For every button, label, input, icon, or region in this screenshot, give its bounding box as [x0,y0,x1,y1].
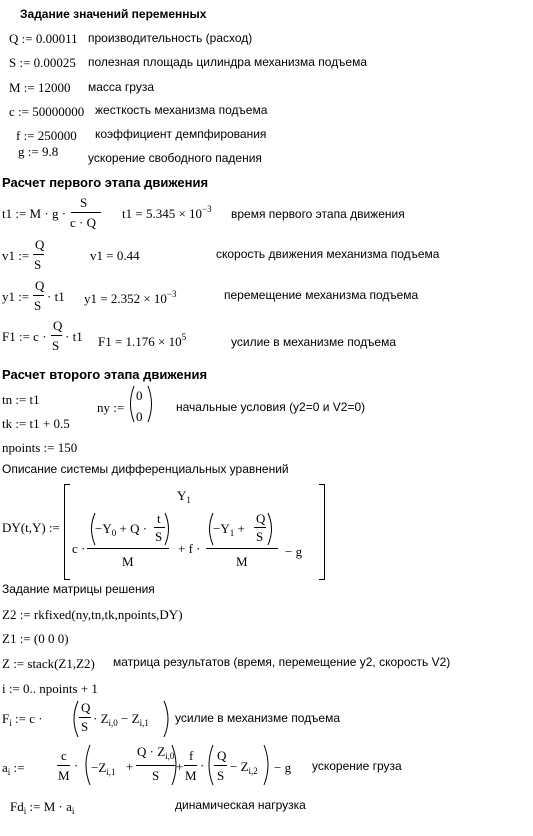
dy-frac1-rparen-svg [164,512,172,546]
ai-cM-bar [57,765,70,766]
ai-dot1: · [74,758,79,773]
ai-lparen1 [82,744,91,790]
ai-QS-bar [214,765,227,766]
dy-frac2-Q-bar [254,527,266,528]
dy-lhs[interactable]: DY(t,Y) := [2,520,60,535]
y1-tail: · t1 [47,289,65,304]
z1-assign[interactable]: Z1 := (0 0 0) [2,631,69,646]
npoints-assign[interactable]: npoints := 150 [2,440,78,455]
dy-frac2-rparen-svg [267,512,275,546]
v1-num: Q [35,237,45,252]
ai-desc: ускорение груза [312,759,402,773]
t1-fraction-bar [71,212,101,213]
z2-assign[interactable]: Z2 := rkfixed(ny,tn,tk,npoints,DY) [2,607,183,622]
F1-lhs[interactable]: F1 := c · [2,329,47,344]
v1-den: S [34,257,42,272]
ny-lhs[interactable]: ny := [97,400,125,415]
dy-frac2-Q: Q [256,511,266,526]
Fi-z-terms: · $Z_{i,0} - Z_{i,1}$ [93,711,149,728]
Fi-lhs[interactable]: $F_i$ := c · [2,711,43,728]
dy-frac1-bar [87,548,169,549]
ai-rparen2 [263,744,272,790]
dy-frac2-num-a: $-Y_1$ + [213,521,245,538]
F1-result: $F1 = 1.176 \times 10^5$ [98,332,187,349]
y1-fraction-bar [33,295,44,296]
ai-S: S [217,768,225,783]
dy-frac2-rparen [267,512,275,550]
diffeq-desc: Описание системы дифференциальных уравнений [2,462,289,476]
section-title-vars: Задание значений переменных [20,7,207,21]
ai-minusZ: − $Z_{i,2}$ [230,759,258,776]
var-Q[interactable]: Q := 0.00011 [9,31,78,46]
var-c-desc: жесткость механизма подъема [95,103,268,117]
Fd-assign[interactable]: $Fd_i$ := $M \cdot a_i$ [10,799,75,816]
var-M-desc: масса груза [88,80,155,94]
t1-desc: время первого этапа движения [231,207,405,221]
dy-bracket-right [319,484,325,580]
var-S-desc: полезная площадь цилиндра механизма подъема [88,55,368,69]
Fi-desc: усилие в механизме подъема [175,711,341,725]
ai-qz-bar [136,765,176,766]
var-Q-desc: производительность (расход) [88,31,253,45]
ai-lparen1-svg [82,744,91,786]
ai-lparen2 [205,744,214,790]
dy-frac1-t: t [157,511,161,526]
ai-c: c [61,748,67,763]
y1-num: Q [35,278,45,293]
matrix-desc: Задание матрицы решения [2,582,155,596]
v1-fraction-bar [33,254,44,255]
ai-M2: M [185,768,197,783]
v1-desc: скорость движения механизма подъема [216,247,440,261]
ai-f: f [189,748,194,763]
t1-result: $t1 = 5.345 \times 10^{-3}$ [122,204,212,221]
z-desc: матрица результатов (время, перемещение y2, скорость V2) [113,655,451,669]
var-f-desc: коэффициент демпфирования [95,127,267,141]
Fi-num: Q [81,700,91,715]
dy-top: $Y_1$ [177,488,191,505]
ai-qz-num: $Q \cdot Z_{i,0}$ [137,744,175,761]
ai-qz-den: S [152,768,160,783]
ai-Q: Q [217,748,227,763]
dy-minus-g: − g [285,544,303,559]
ai-lhs[interactable]: $a_i$ := [2,760,25,777]
range-assign[interactable]: i := 0.. npoints + 1 [2,681,98,696]
Fi-rparen [163,700,172,742]
dy-frac1-S: S [155,529,163,544]
F1-desc: усилие в механизме подъема [231,335,397,349]
dy-plus-f: + f · [178,541,201,556]
section-title-stage1: Расчет первого этапа движения [2,175,209,190]
Fi-lparen-svg [70,700,79,738]
ai-minus-g: − g [274,760,292,775]
Fi-frac-bar [79,717,91,718]
var-g-desc: ускорение свободного падения [88,151,262,165]
var-M[interactable]: M := 12000 [9,80,71,95]
ai-plus2: + [176,759,184,774]
var-f[interactable]: f := 250000 [16,128,77,143]
Fi-rparen-svg [163,700,172,738]
ai-fM-bar [184,765,197,766]
v1-result: v1 = 0.44 [90,248,140,263]
dy-frac2-den: M [236,554,248,569]
F1-fraction-bar [51,335,62,336]
var-c[interactable]: c := 50000000 [9,104,85,119]
F1-tail: · t1 [65,329,83,344]
t1-den: c · Q [70,215,96,230]
ai-M: M [58,768,70,783]
v1-lhs[interactable]: v1 := [2,248,30,263]
ai-dot2: · [200,758,205,773]
section-title-stage2: Расчет второго этапа движения [2,367,208,382]
tn-assign[interactable]: tn := t1 [2,392,40,407]
Fi-den: S [81,719,89,734]
t1-lhs[interactable]: t1 := M · g · [2,206,67,221]
ai-lparen2-svg [205,744,214,786]
ny-val-0: 0 [136,388,143,403]
dy-frac2-S: S [256,529,264,544]
y1-result: $y1 = 2.352 \times 10^{-3}$ [84,289,177,306]
tk-assign[interactable]: tk := t1 + 0.5 [2,416,70,431]
ai-negZ: $-Z_{i,1}$ [91,760,116,777]
dy-frac1-rparen [164,512,172,550]
y1-den: S [34,298,42,313]
Fi-lparen [70,700,79,742]
z-assign[interactable]: Z := stack(Z1,Z2) [2,656,95,671]
dy-frac1-num-a: $-Y_0 + Q$ · [95,521,148,538]
var-S[interactable]: S := 0.00025 [9,55,76,70]
dy-bracket-left [64,484,70,580]
Fd-desc: динамическая нагрузка [175,798,306,812]
dy-frac1-den: M [122,554,134,569]
initial-conditions-desc: начальные условия (y2=0 и V2=0) [176,400,366,414]
t1-num: S [80,195,88,210]
ny-val-1: 0 [136,409,143,424]
y1-desc: перемещение механизма подъема [224,288,419,302]
y1-lhs[interactable]: y1 := [2,289,30,304]
var-g[interactable]: g := 9.8 [18,144,59,159]
ai-plus1: + [126,759,134,774]
ai-rparen2-svg [263,744,272,786]
F1-den: S [52,338,60,353]
dy-c-dot: c · [72,541,86,556]
F1-num: Q [53,318,63,333]
